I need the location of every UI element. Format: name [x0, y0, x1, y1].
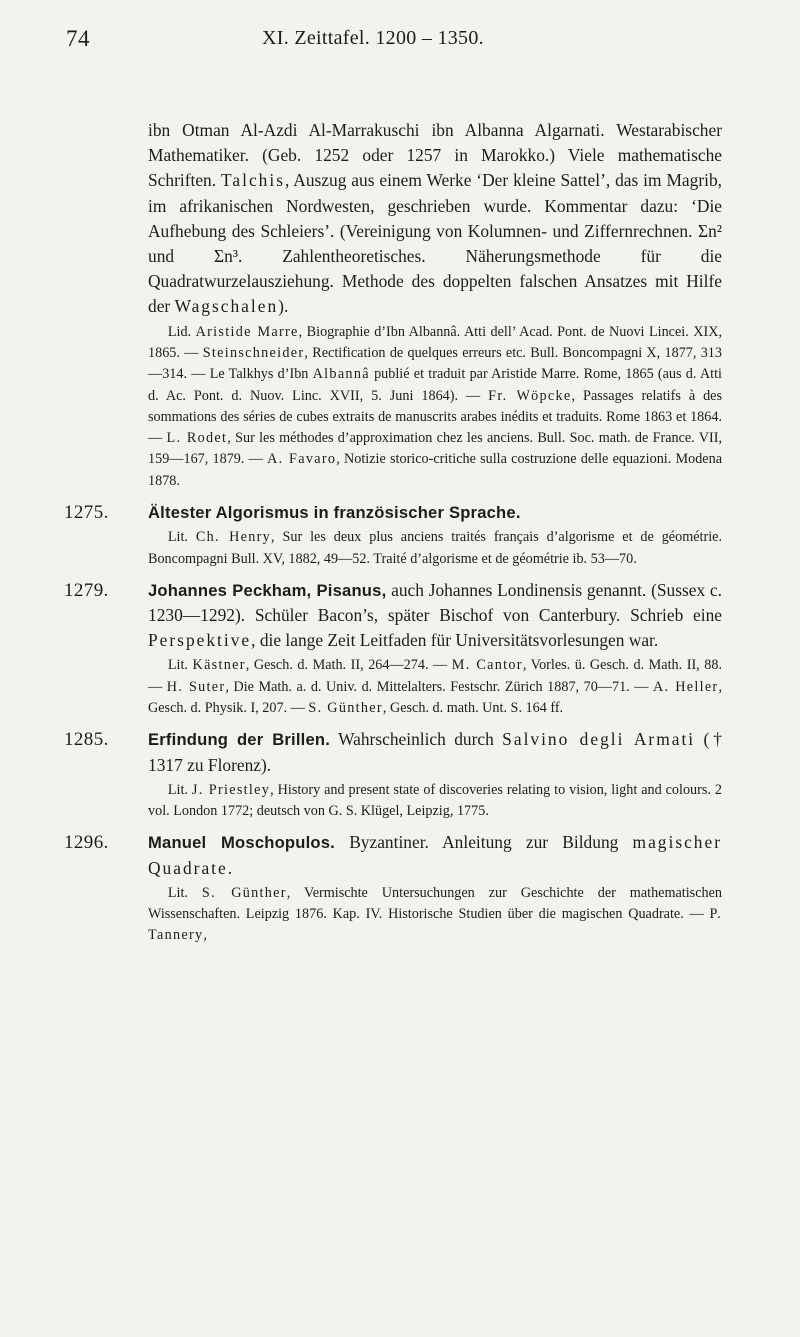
author-name: H. Suter: [166, 678, 226, 695]
author-name: L. Rodet: [166, 430, 228, 447]
literature-list: Lit. J. Priestley, History and present state of discoveries relating to vision, light and colours. 2 vol. London 1772; deutsch von G. S. Klügel, Leipzig, 1775.: [148, 781, 722, 819]
entry-year: 1275.: [64, 502, 109, 523]
author-name: Aristide Marre: [195, 323, 299, 340]
author-name: M. Cantor: [451, 657, 523, 674]
author-name: J. Priestley: [191, 781, 271, 798]
author-name: A. Favaro: [267, 451, 337, 468]
author-name: S. Günther: [201, 884, 287, 901]
entry-year: 1279.: [64, 579, 109, 601]
author-name: Fr. Wöpcke: [488, 387, 572, 404]
entry-1296: [64, 830, 723, 946]
text-block: [64, 118, 723, 947]
entry-1275: [64, 500, 722, 570]
work-title: magischer Quadrate: [148, 832, 723, 878]
literature-list: Lit. Kästner, Gesch. d. Math. II, 264—274. — M. Cantor, Vorles. ü. Gesch. d. Math. II, 88. — H. Suter, Die Math. a. d. Univ. d. Mittelalters. Festschr. Zürich 1887, 70—71. — A. Heller, Gesch. d. Physik. I, 207. — S. Günther, Gesch. d. math. Unt. S. 164 ff.: [148, 657, 723, 716]
page-header: [66, 26, 680, 56]
entry-year: 1285.: [64, 729, 109, 751]
entry-albanna-continued: [148, 118, 722, 492]
literature-list: Lid. Aristide Marre, Biographie d’Ibn Albannâ. Atti dell’ Acad. Pont. de Nuovi Lincei. XIX, 1865. — Steinschneider, Rectification de quelques erreurs etc. Bull. Boncompagni X, 1877, 313—314. — Le Talkhys d’Ibn Albannâ publié et traduit par Aristide Marre. Rome, 1865 (aus d. Atti d. Ac. Pont. d. Nuov. Linc. XVII, 5. Juni 1864). — Fr. Wöpcke, Passages relatifs à des sommations des séries de cubes extraits de manuscrits arabes inédits et traduits. Rome 1863 et 1864. — L. Rodet, Sur les méthodes d’approximation chez les anciens. Bull. Soc. math. de France. VII, 159—167, 1879. — A. Favaro, Notizie storico-critiche sulla costruzione delle equazioni. Modena 1878.: [148, 323, 723, 489]
page-number: 74: [66, 26, 90, 51]
author-name: Ch. Henry: [195, 529, 272, 546]
author-name: P. Tannery: [148, 906, 722, 944]
entry-heading: Johannes Peckham, Pisanus,: [148, 580, 387, 600]
author-name: Albannâ: [312, 366, 370, 383]
entry-year: 1296.: [64, 832, 109, 854]
entry-description: Erfindung der Brillen. Wahrscheinlich durch Salvino degli Armati († 1317 zu Florenz).: [148, 729, 722, 775]
entry-heading: Ältester Algorismus in französischer Sprache.: [148, 503, 521, 522]
work-title: Perspektive: [148, 630, 252, 651]
author-name: A. Heller: [652, 678, 719, 695]
author-name: Kästner: [192, 657, 246, 674]
entry-description: Manuel Moschopulos. Byzantiner. Anleitung zur Bildung magischer Quadrate.: [148, 832, 723, 878]
literature-list: Lit. S. Günther, Vermischte Untersuchungen zur Geschichte der mathematischen Wissenschaften. Leipzig 1876. Kap. IV. Historische Studien über die magischen Quadrate. — P. Tannery,: [148, 884, 722, 944]
entry-description: Johannes Peckham, Pisanus, auch Johannes Londinensis genannt. (Sussex c. 1230—1292). Schüler Bacon’s, später Bischof von Canterbury. Schrieb eine Perspektive, die lange Zeit Leitfaden für Universitätsvorlesungen war.: [148, 579, 722, 651]
entry-heading: Erfindung der Brillen.: [148, 730, 331, 750]
entry-description: [148, 500, 722, 525]
entry-heading: Manuel Moschopulos.: [148, 833, 335, 853]
work-title: Talchis: [221, 170, 285, 191]
entry-1279: [64, 578, 723, 720]
entry-description: ibn Otman Al-Azdi Al-Marrakuschi ibn Albanna Algarnati. Westarabischer Mathematiker. (Geb. 1252 oder 1257 in Marokko.) Viele mathematische Schriften. Talchis, Auszug aus einem Werke ‘Der kleine Sattel’, das im Magrib, im afrikanischen Nordwesten, geschrieben wurde. Kommentar dazu: ‘Die Aufhebung des Schleiers’. (Vereinigung von Kolumnen- und Ziffernrechnen. Σn² und Σn³. Zahlentheoretisches. Näherungsmethode für die Quadratwurzelausziehung. Methode des doppelten falschen Ansatzes mit Hilfe der Wagschalen).: [148, 120, 722, 317]
entry-1285: [64, 727, 722, 822]
person-name: Salvino degli Armati: [502, 729, 696, 750]
work-title: Wagschalen: [174, 296, 279, 317]
author-name: Steinschneider: [202, 344, 305, 361]
author-name: S. Günther: [308, 700, 383, 716]
running-title: XI. Zeittafel. 1200 – 1350.: [262, 27, 484, 49]
literature-list: Lit. Ch. Henry, Sur les deux plus anciens traités français d’algorisme et de géométrie. Boncompagni Bull. XV, 1882, 49—52. Traité d’algorisme et de géométrie ib. 53—70.: [148, 529, 722, 567]
